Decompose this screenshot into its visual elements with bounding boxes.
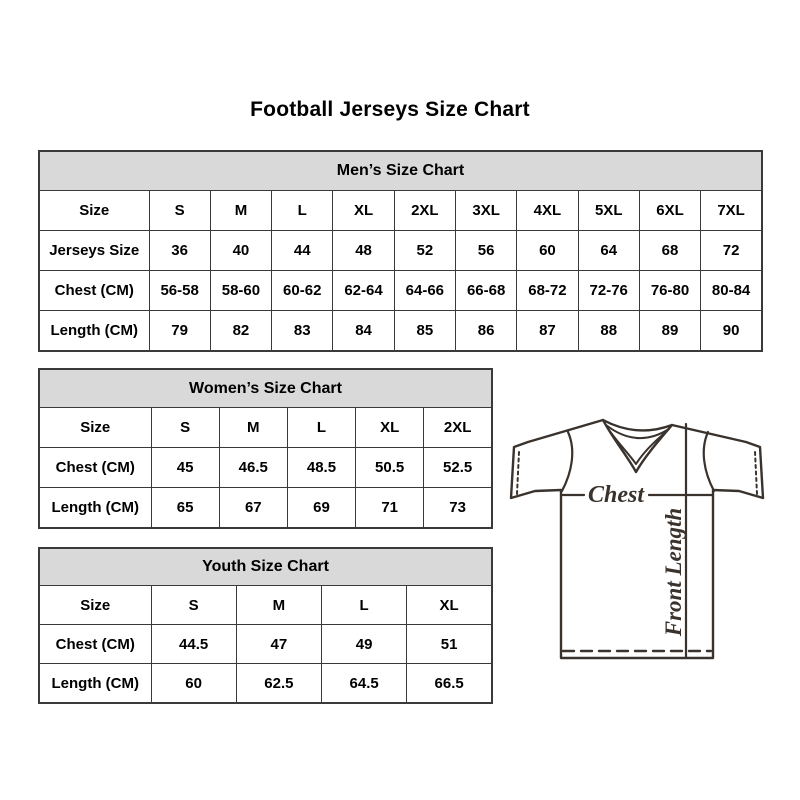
- row-label: Length (CM): [39, 311, 149, 352]
- womens-row-length: [39, 488, 492, 529]
- cell: XL: [333, 191, 394, 231]
- cell: 87: [517, 311, 578, 352]
- mens-row-size: [39, 191, 762, 231]
- cell: 48.5: [287, 448, 355, 488]
- front-length-label: Front Length: [661, 507, 686, 637]
- cell: 58-60: [210, 271, 271, 311]
- cell: 46.5: [219, 448, 287, 488]
- row-label: Length (CM): [39, 664, 151, 704]
- cell: 50.5: [356, 448, 424, 488]
- cell: 88: [578, 311, 639, 352]
- cell: 60: [517, 231, 578, 271]
- mens-row-chest: [39, 271, 762, 311]
- cell: 84: [333, 311, 394, 352]
- cell: 7XL: [701, 191, 762, 231]
- cell: 6XL: [639, 191, 700, 231]
- cell: 49: [322, 625, 407, 664]
- cell: 4XL: [517, 191, 578, 231]
- cell: 60: [151, 664, 236, 704]
- cell: 68: [639, 231, 700, 271]
- cell: 47: [236, 625, 321, 664]
- row-label: Chest (CM): [39, 271, 149, 311]
- cell: M: [219, 408, 287, 448]
- chest-label: Chest: [587, 482, 645, 508]
- cell: 64.5: [322, 664, 407, 704]
- cell: 89: [639, 311, 700, 352]
- row-label: Length (CM): [39, 488, 151, 529]
- womens-size-table: [38, 368, 493, 529]
- cell: 66-68: [455, 271, 516, 311]
- cell: 76-80: [639, 271, 700, 311]
- cell: 44.5: [151, 625, 236, 664]
- youth-size-table: [38, 547, 493, 704]
- cell: 66.5: [407, 664, 492, 704]
- jersey-measurement-diagram: [505, 398, 775, 668]
- cell: 73: [424, 488, 492, 529]
- mens-table-header-row: [39, 151, 762, 191]
- row-label: Chest (CM): [39, 448, 151, 488]
- cell: 62-64: [333, 271, 394, 311]
- cell: 52.5: [424, 448, 492, 488]
- youth-row-chest: [39, 625, 492, 664]
- cell: 40: [210, 231, 271, 271]
- cell: 51: [407, 625, 492, 664]
- page-title: Football Jerseys Size Chart: [250, 98, 530, 121]
- cell: XL: [407, 586, 492, 625]
- cell: 3XL: [455, 191, 516, 231]
- cell: 90: [701, 311, 762, 352]
- cell: 64: [578, 231, 639, 271]
- cell: 71: [356, 488, 424, 529]
- cell: 5XL: [578, 191, 639, 231]
- cell: 36: [149, 231, 210, 271]
- jersey-outline: [511, 420, 763, 658]
- cell: 72: [701, 231, 762, 271]
- cell: 44: [272, 231, 333, 271]
- youth-table-header: Youth Size Chart: [39, 548, 492, 586]
- cell: 48: [333, 231, 394, 271]
- cell: XL: [356, 408, 424, 448]
- cell: 52: [394, 231, 455, 271]
- cell: 68-72: [517, 271, 578, 311]
- mens-row-length: [39, 311, 762, 352]
- cell: L: [272, 191, 333, 231]
- youth-row-size: [39, 586, 492, 625]
- cell: 65: [151, 488, 219, 529]
- row-label: Chest (CM): [39, 625, 151, 664]
- cell: S: [151, 586, 236, 625]
- cell: 85: [394, 311, 455, 352]
- cell: 83: [272, 311, 333, 352]
- youth-table-header-row: [39, 548, 492, 586]
- womens-table-header-row: [39, 369, 492, 408]
- cell: 62.5: [236, 664, 321, 704]
- cell: 56: [455, 231, 516, 271]
- womens-row-chest: [39, 448, 492, 488]
- cell: 60-62: [272, 271, 333, 311]
- cell: 2XL: [424, 408, 492, 448]
- mens-table-header: Men’s Size Chart: [39, 151, 762, 191]
- womens-table-header: Women’s Size Chart: [39, 369, 492, 408]
- cell: 79: [149, 311, 210, 352]
- cell: 82: [210, 311, 271, 352]
- cell: L: [322, 586, 407, 625]
- row-label: Size: [39, 586, 151, 625]
- cell: M: [236, 586, 321, 625]
- mens-row-jerseys-size: [39, 231, 762, 271]
- cell: 45: [151, 448, 219, 488]
- cell: L: [287, 408, 355, 448]
- cell: S: [149, 191, 210, 231]
- cell: M: [210, 191, 271, 231]
- cell: 2XL: [394, 191, 455, 231]
- youth-row-length: [39, 664, 492, 704]
- womens-row-size: [39, 408, 492, 448]
- cell: 56-58: [149, 271, 210, 311]
- cell: 72-76: [578, 271, 639, 311]
- cell: 80-84: [701, 271, 762, 311]
- row-label: Size: [39, 191, 149, 231]
- row-label: Jerseys Size: [39, 231, 149, 271]
- cell: 86: [455, 311, 516, 352]
- row-label: Size: [39, 408, 151, 448]
- cell: 69: [287, 488, 355, 529]
- mens-size-table: [38, 150, 763, 352]
- cell: 67: [219, 488, 287, 529]
- cell: S: [151, 408, 219, 448]
- cell: 64-66: [394, 271, 455, 311]
